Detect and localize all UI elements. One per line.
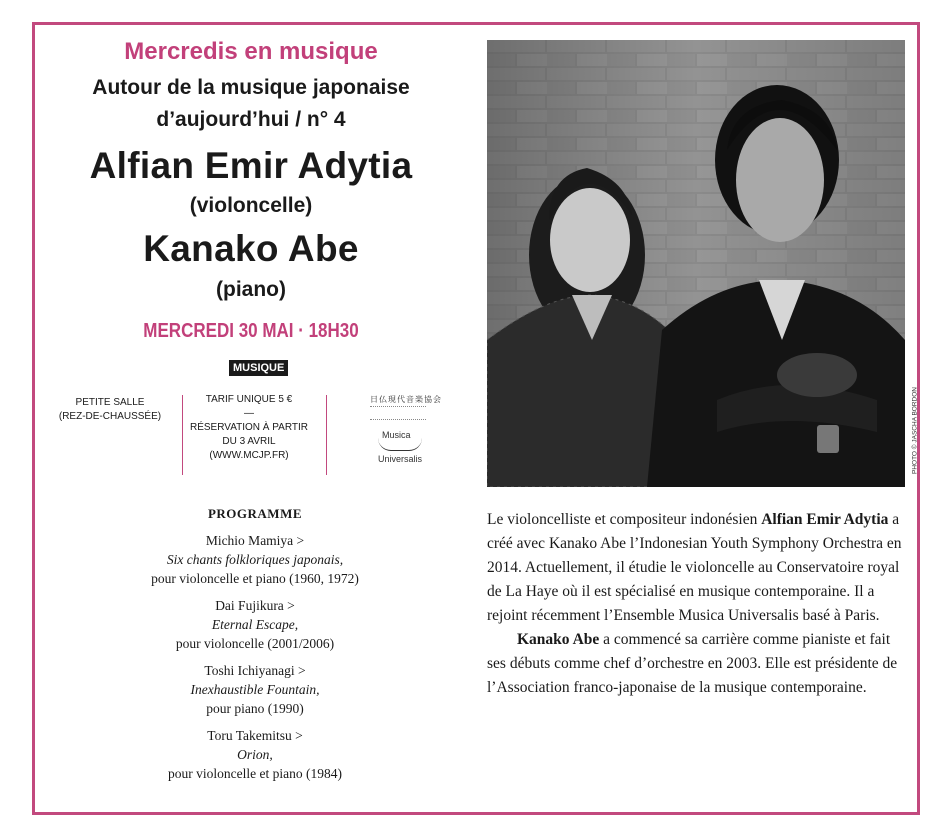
event-date: MERCREDI 30 MAI · 18H30 xyxy=(143,320,359,342)
composer: Dai Fujikura > xyxy=(215,598,295,613)
program-item xyxy=(120,531,390,588)
musica-universalis-logo-text: Musica xyxy=(382,430,411,440)
composer: Michio Mamiya > xyxy=(205,533,305,548)
price-info xyxy=(190,393,308,463)
work-detail: pour violoncelle et piano (1960, 1972) xyxy=(151,571,359,586)
composer: Toru Takemitsu > xyxy=(207,728,303,743)
artist-name-1: Alfian Emir Adytia xyxy=(89,145,413,186)
work-detail: pour violoncelle et piano (1984) xyxy=(168,766,342,781)
japanese-association-logo: 日仏現代音楽協会 xyxy=(370,395,442,404)
venue-line: PETITE SALLE xyxy=(75,397,145,408)
reservation-link[interactable]: (WWW.MCJP.FR) xyxy=(209,450,289,461)
program-item xyxy=(120,726,390,783)
artist-biography xyxy=(487,508,907,700)
bio-paragraph-2: Kanako Abe a commencé sa carrière comme pianiste et fait ses débuts comme chef d’orchestre en 2003. Elle est présidente de l’Association franco-japonaise de la musique contemporaine. xyxy=(487,631,898,696)
divider xyxy=(182,395,183,475)
musica-universalis-logo-text: Universalis xyxy=(378,454,423,464)
work-title: Inexhaustible Fountain, xyxy=(190,682,320,697)
work-title: Six chants folkloriques japonais, xyxy=(166,552,344,567)
logo-rule xyxy=(370,406,426,420)
concert-subtitle-line2: d’aujourd’hui / n° 4 xyxy=(156,108,346,131)
composer: Toshi Ichiyanagi > xyxy=(204,663,306,678)
work-detail: pour violoncelle (2001/2006) xyxy=(175,636,335,651)
work-detail: pour piano (1990) xyxy=(206,701,304,716)
artist-role-1: (violoncelle) xyxy=(189,194,313,217)
venue-line: (REZ-DE-CHAUSSÉE) xyxy=(58,411,162,422)
venue-info xyxy=(50,396,170,424)
artists-photo xyxy=(487,40,905,487)
program-heading: PROGRAMME xyxy=(207,506,303,521)
series-title: Mercredis en musique xyxy=(124,38,378,65)
artist-name-2: Kanako Abe xyxy=(143,228,359,269)
concert-subtitle-line1: Autour de la musique japonaise xyxy=(92,76,410,99)
divider xyxy=(326,395,327,475)
partner-logos xyxy=(356,394,442,470)
work-title: Eternal Escape, xyxy=(211,617,299,632)
category-badge: MUSIQUE xyxy=(229,360,288,376)
reservation-line: DU 3 AVRIL xyxy=(222,436,276,447)
program-item xyxy=(120,661,390,718)
dash: — xyxy=(244,408,254,419)
program-item xyxy=(120,596,390,653)
bio-paragraph-1: Le violoncelliste et compositeur indonésien Alfian Emir Adytia a créé avec Kanako Abe l’Indonesian Youth Symphony Orchestra en 2014. Actuellement, il étudie le violoncelle au Conservatoire royal de La Haye où il est spécialisé en musique contemporaine. Il a rejoint récemment l’Ensemble Musica Universalis basé à Paris. xyxy=(487,511,902,624)
program xyxy=(120,504,390,783)
price-text: TARIF UNIQUE 5 € xyxy=(205,394,293,405)
artist-role-2: (piano) xyxy=(216,278,286,301)
photo-credit: PHOTO © JASCHA BORDON xyxy=(911,386,919,475)
reservation-line: RÉSERVATION À PARTIR xyxy=(190,422,308,433)
work-title: Orion, xyxy=(237,747,273,762)
musica-universalis-logo-arc xyxy=(378,438,422,451)
artists-photo-illustration xyxy=(487,40,905,487)
